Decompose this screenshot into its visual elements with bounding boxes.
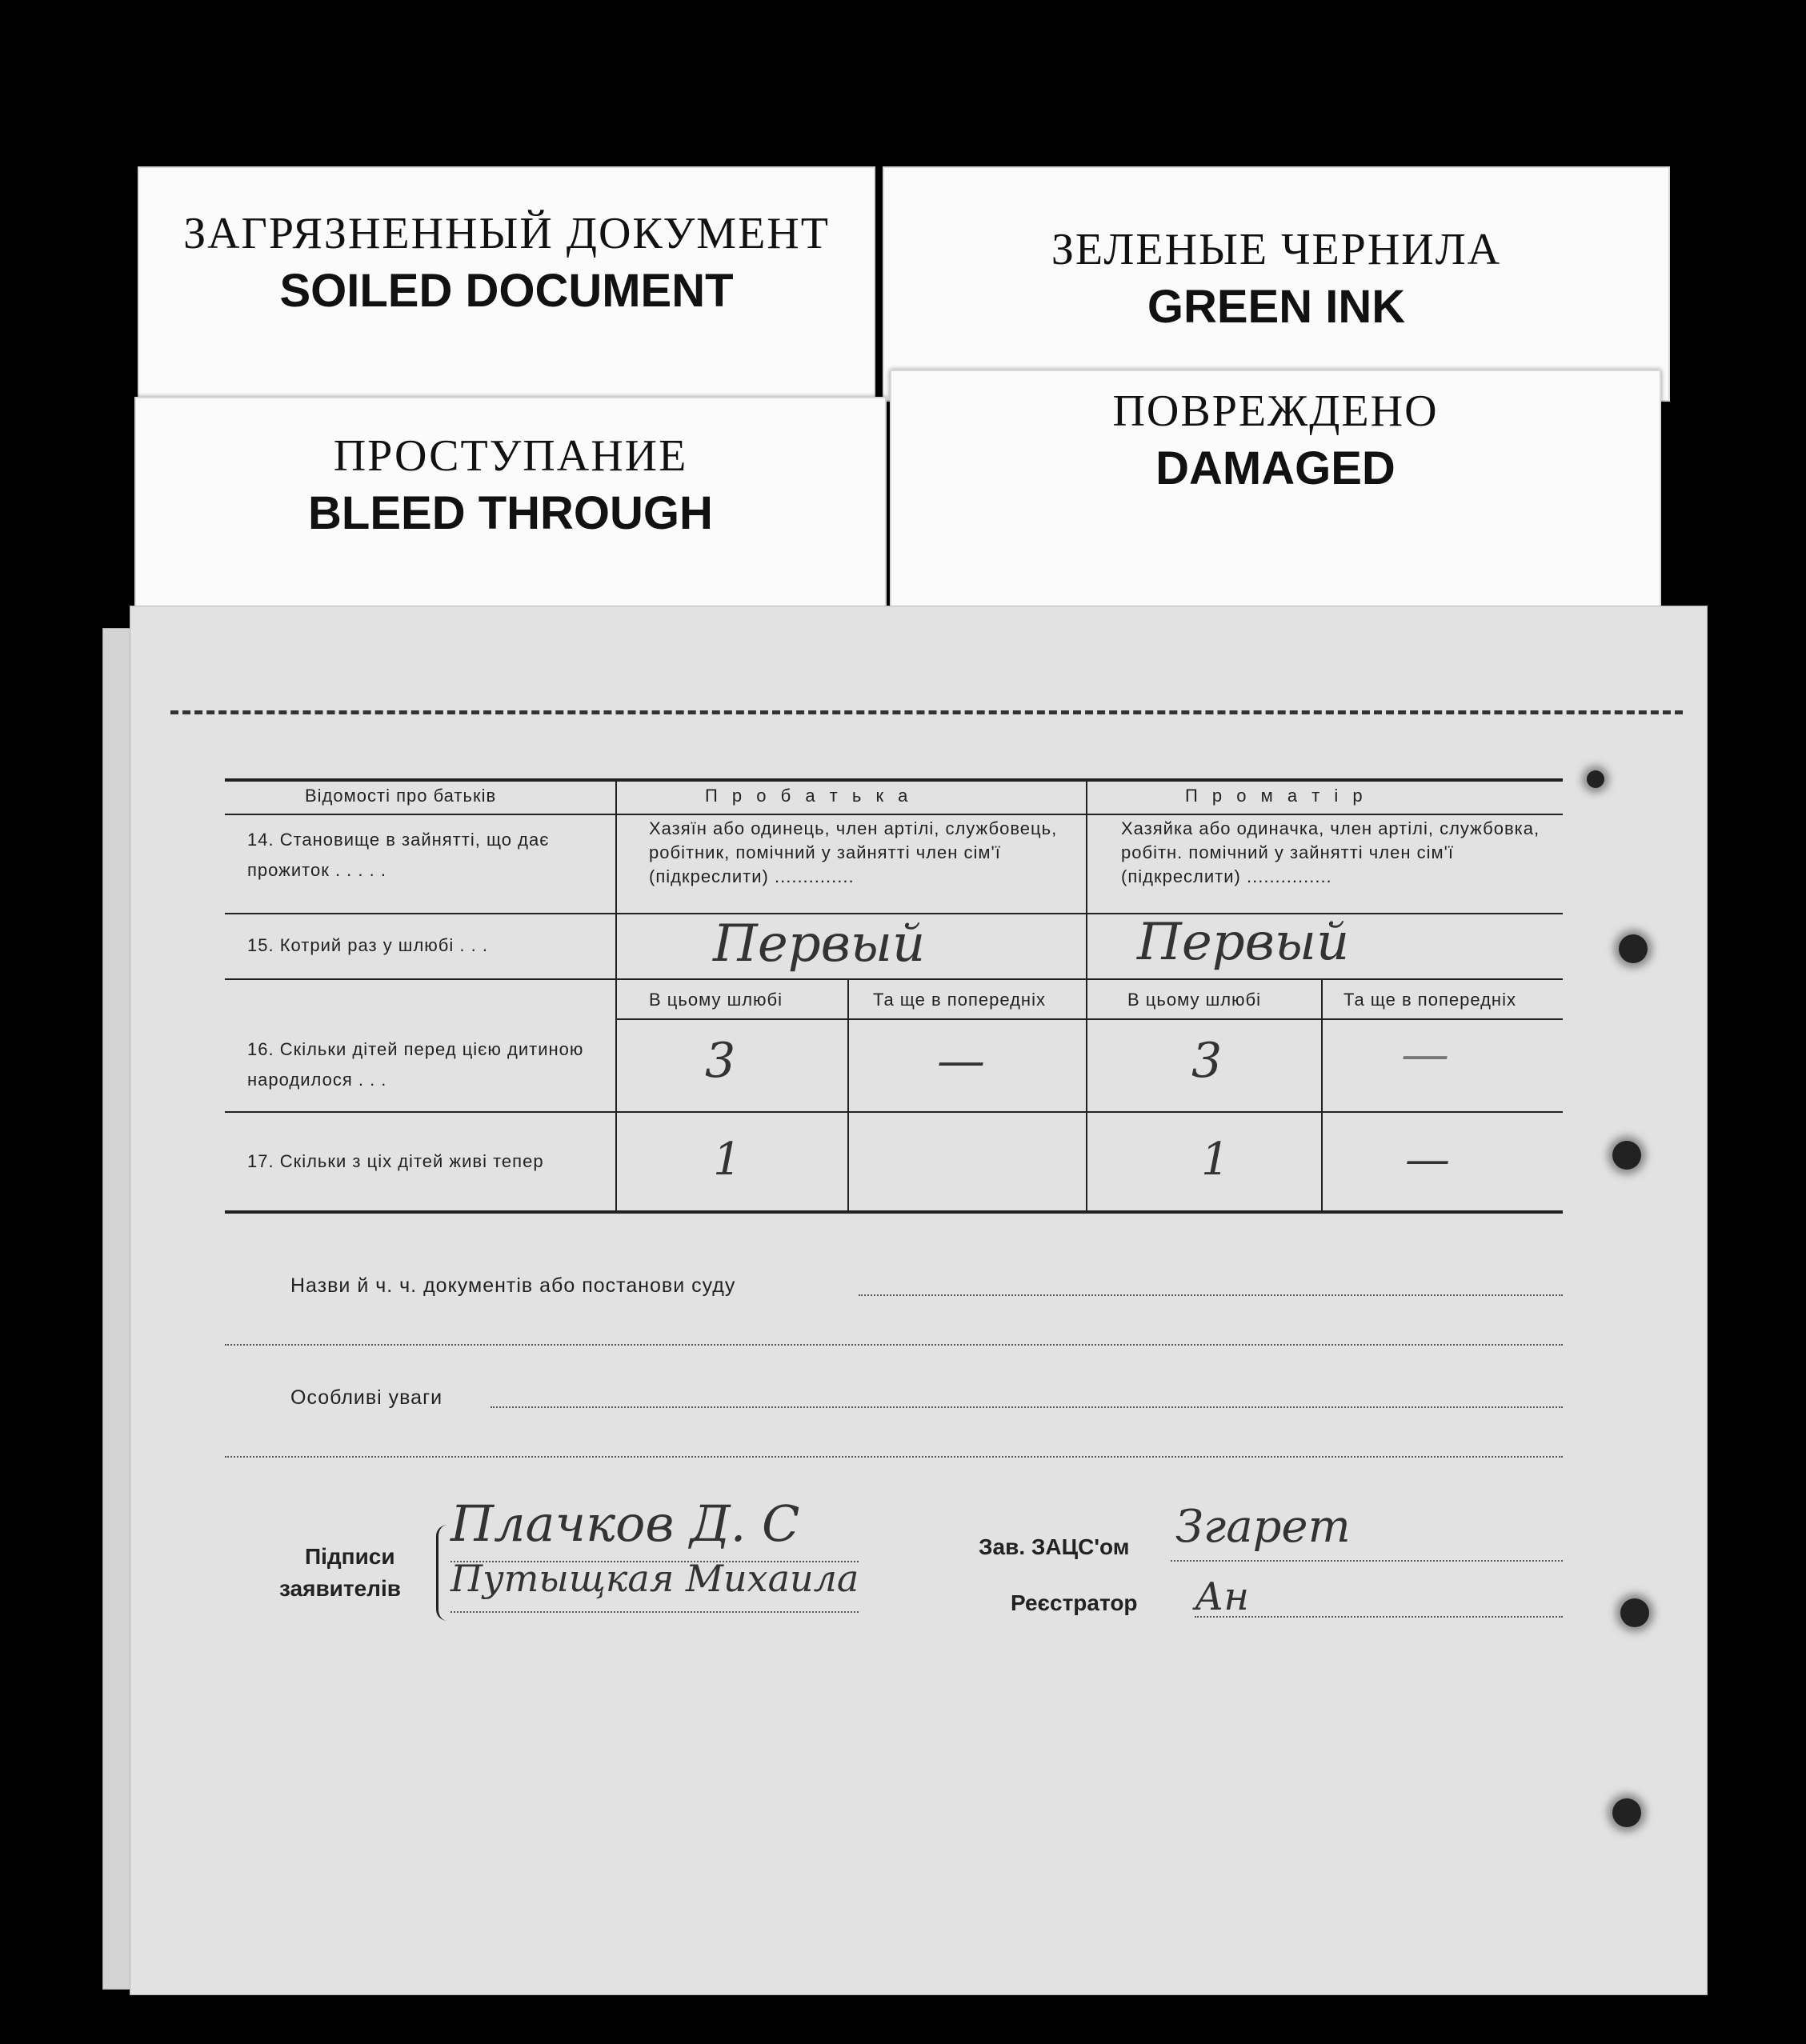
row16-father-previous: —	[937, 1033, 985, 1089]
table-line	[225, 814, 1563, 815]
subheader-father-previous: Та ще в попередніх	[873, 990, 1046, 1010]
applicants-label-2: заявителів	[279, 1576, 401, 1601]
registrar-line	[1195, 1616, 1563, 1618]
row17-mother-previous: —	[1405, 1134, 1450, 1186]
applicant-1-signature: Плачков Д. С	[450, 1494, 800, 1553]
head-line	[1171, 1560, 1563, 1562]
row16-label: 16. Скільки дітей перед цією дитиною народилося . . .	[247, 1039, 584, 1090]
row14-label: 14. Становище в зайнятті, що дає прожиток . . . . .	[247, 830, 550, 880]
card-green-en: GREEN INK	[1147, 281, 1406, 333]
table-line	[225, 978, 1563, 980]
table-bottom-border	[225, 1210, 1563, 1214]
header-parents: Відомості про батьків	[305, 786, 497, 806]
notes-line	[491, 1406, 1563, 1408]
card-soiled-en: SOILED DOCUMENT	[279, 265, 734, 317]
registrar-signature: Ан	[1195, 1574, 1249, 1619]
civil-record-form	[130, 606, 1708, 1995]
table-line	[225, 1111, 1563, 1113]
notes-label: Особливі уваги	[290, 1386, 443, 1409]
applicant-2-line	[450, 1611, 859, 1613]
head-signature: Згарет	[1175, 1501, 1351, 1553]
punch-hole	[1619, 934, 1648, 963]
parents-info-table	[225, 778, 1563, 1210]
applicants-brace	[436, 1525, 450, 1621]
documents-line-2	[225, 1344, 1563, 1346]
perforation-line	[170, 710, 1683, 714]
documents-line	[859, 1294, 1563, 1296]
subheader-mother-previous: Та ще в попередніх	[1343, 990, 1516, 1010]
punch-hole	[1612, 1141, 1641, 1170]
row16-mother-previous: —	[1401, 1026, 1449, 1082]
card-bleed-ru: ПРОСТУПАНИЕ	[333, 431, 688, 481]
row14-mother-text: Хазяйка або одиначка, член артілі, службовка, робітн. помічний у зайнятті член сім'ї (підкреслити) ...............	[1121, 818, 1540, 886]
row14-father-text: Хазяїн або одинець, член артілі, службовець, робітник, помічний у зайнятті член сім'ї (підкреслити) ..............	[649, 818, 1058, 886]
subheader-mother-this: В цьому шлюбі	[1127, 990, 1262, 1010]
punch-hole	[1620, 1598, 1649, 1627]
card-green-ru: ЗЕЛЕНЫЕ ЧЕРНИЛА	[1051, 225, 1502, 274]
row17-label: 17. Скільки з ціх дітей живі тепер	[247, 1151, 544, 1171]
row17-mother-this: 1	[1201, 1134, 1230, 1186]
documents-label: Назви й ч. ч. документів або постанови суду	[290, 1274, 736, 1297]
card-damaged	[890, 370, 1661, 621]
row15-father-value: Первый	[713, 914, 926, 974]
notes-line-2	[225, 1456, 1563, 1458]
punch-hole	[1612, 1798, 1641, 1827]
row16-father-this: 3	[705, 1033, 736, 1089]
table-col-line	[1086, 778, 1087, 1210]
subheader-father-this: В цьому шлюбі	[649, 990, 783, 1010]
card-soiled-ru: ЗАГРЯЗНЕННЫЙ ДОКУМЕНТ	[183, 209, 830, 258]
card-damaged-ru: ПОВРЕЖДЕНО	[1112, 386, 1439, 436]
card-green-ink	[883, 166, 1670, 402]
table-col-line	[615, 778, 617, 1210]
header-mother: П р о м а т і р	[1185, 786, 1368, 806]
header-father: П р о б а т ь к а	[705, 786, 913, 806]
card-bleed-en: BLEED THROUGH	[308, 487, 713, 539]
head-label: Зав. ЗАЦС'ом	[979, 1534, 1130, 1559]
table-col-line	[1321, 978, 1323, 1210]
card-bleed-through	[134, 397, 887, 632]
punch-hole	[1587, 770, 1604, 788]
card-soiled-document	[138, 166, 875, 418]
card-damaged-en: DAMAGED	[1155, 442, 1396, 494]
row16-mother-this: 3	[1191, 1033, 1223, 1089]
registrar-label: Реєстратор	[1011, 1590, 1138, 1615]
row15-mother-value: Первый	[1137, 913, 1350, 972]
row15-label: 15. Котрий раз у шлюбі . . .	[247, 935, 488, 955]
applicant-2-signature: Путыщкая Михаила	[450, 1557, 859, 1600]
applicants-label-1: Підписи	[305, 1544, 395, 1569]
table-col-line	[847, 978, 849, 1210]
row17-father-this: 1	[713, 1134, 742, 1186]
table-line	[617, 1018, 1563, 1020]
